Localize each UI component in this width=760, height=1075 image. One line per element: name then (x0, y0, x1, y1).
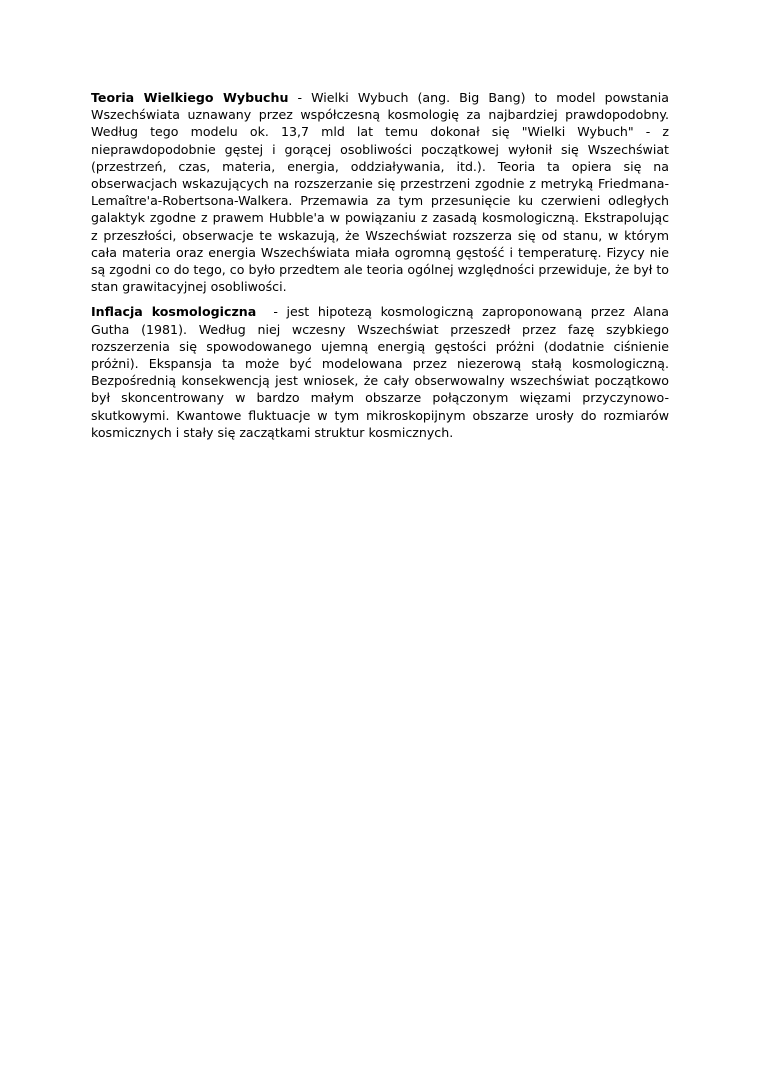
paragraph-body-big-bang: - Wielki Wybuch (ang. Big Bang) to model powstania Wszechświata uznawany przez współczesną kosmologię za najbardziej prawdopodobny. Według tego modelu ok. 13,7 mld lat temu dokonał się "Wielki Wybuch" - z nieprawdopodobnie gęstej i gorącej osobliwości początkowej wyłonił się Wszechświat (przestrzeń, czas, materia, energia, oddziaływania, itd.). Teoria ta opiera się na obserwacjach wskazujących na rozszerzanie się przestrzeni zgodnie z metryką Friedmana-Lemaître'a-Robertsona-Walkera. Przemawia za tym przesunięcie ku czerwieni odległych galaktyk zgodne z prawem Hubble'a w powiązaniu z zasadą kosmologiczną. Ekstrapolując z przeszłości, obserwacje te wskazują, że Wszechświat rozszerza się od stanu, w którym cała materia oraz energia Wszechświata miała ogromną gęstość i temperaturę. Fizycy nie są zgodni co do tego, co było przedtem ale teoria ogólnej względności przewiduje, że był to stan grawitacyjnej osobliwości. (91, 90, 674, 295)
paragraph-inflation (91, 303, 674, 441)
paragraph-term-big-bang: Teoria Wielkiego Wybuchu (91, 90, 289, 105)
paragraph-body-inflation: - jest hipotezą kosmologiczną zaproponowaną przez Alana Gutha (1981). Według niej wczesny Wszechświat przeszedł przez fazę szybkiego rozszerzenia się spowodowanego ujemną energią gęstości próżni (dodatnie ciśnienie próżni). Ekspansja ta może być modelowana przez niezerową stałą kosmologiczną. Bezpośrednią konsekwencją jest wniosek, że cały obserwowalny wszechświat początkowo był skoncentrowany w bardzo małym obszarze połączonym więzami przyczynowo-skutkowymi. Kwantowe fluktuacje w tym mikroskopijnym obszarze urosły do rozmiarów kosmicznych i stały się zaczątkami struktur kosmicznych. (91, 304, 674, 440)
paragraph-term-inflation: Inflacja kosmologiczna (91, 304, 257, 320)
document-page (91, 89, 674, 449)
paragraph-big-bang (91, 89, 674, 295)
